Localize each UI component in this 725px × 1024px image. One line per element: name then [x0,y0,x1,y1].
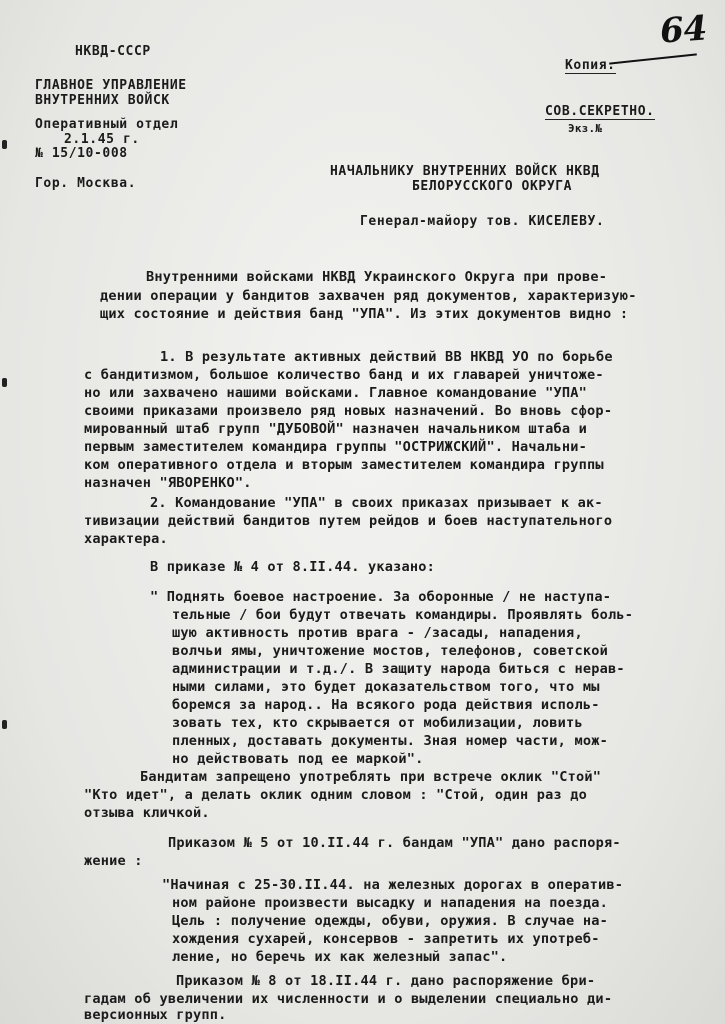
body-line: "Кто идет", а делать оклик одним словом : "Стой, один раз до [84,787,588,803]
body-line: Приказом № 5 от 10.II.44 г. бандам "УПА" дано распоря- [168,835,621,851]
body-line: боремся за народ.. На всякого рода действия исполь- [172,697,600,713]
header-city: Гор. Москва. [35,176,137,191]
header-number: № 15/10-008 [35,146,128,161]
addressee-line1: НАЧАЛЬНИКУ ВНУТРЕННИХ ВОЙСК НКВД [330,164,600,179]
body-line: администрации и т.д./. В защиту народа биться с нерав- [172,661,625,677]
header-org: НКВД-СССР [75,44,151,59]
header-directorate-line2: ВНУТРЕННИХ ВОЙСК [35,93,170,108]
body-line: ными силами, это будет доказательством того, что мы [172,679,600,695]
header-directorate-line1: ГЛАВНОЕ УПРАВЛЕНИЕ [35,78,187,93]
body-line: своими приказами произвело ряд новых назначений. Во вновь сфор- [84,403,613,419]
body-line: ком оперативного отдела и вторым заместителем командира группы [84,457,604,473]
body-line: 1. В результате активных действий ВВ НКВД УО по борьбе [160,349,613,365]
body-line: но действовать под ее маркой". [172,751,424,767]
body-line: шую активность против врага - /засады, нападения, [172,625,583,641]
body-line: пленных, доставать документы. Зная номер части, мож- [172,733,608,749]
body-line: Приказом № 8 от 18.II.44 г. дано распоряжение бри- [176,973,596,989]
punch-hole-mark [2,720,7,729]
body-line: волчьи ямы, уничтожение мостов, телефонов, советской [172,643,608,659]
body-line: ление, но беречь их как железный запас". [172,949,508,965]
body-line: мированный штаб групп "ДУБОВОЙ" назначен начальником штаба и [84,421,588,437]
body-line: 2. Командование "УПА" в своих приказах призывает к ак- [150,495,603,511]
body-line: назначен "ЯВОРЕНКО". [84,475,252,491]
body-line: дении операции у бандитов захвачен ряд документов, характеризую- [100,288,637,304]
body-line: версионных групп. [84,1007,227,1023]
copy-number-label: Экз.№ [568,122,603,135]
body-line: щих состояние и действия банд "УПА". Из этих документов видно : [100,306,629,322]
handwritten-page-number: 64 [658,8,709,52]
copy-label: Копия. [565,58,616,73]
body-line: отзыва кличкой. [84,805,210,821]
body-line: Цель : получение одежды, обуви, оружия. В случае на- [172,913,608,929]
body-line: тивизации действий бандитов путем рейдов и боев наступательного [84,513,613,529]
punch-hole-mark [2,378,7,387]
body-line: тельные / бои будут отвечать командиры. Проявлять боль- [172,607,634,623]
handwritten-underline [609,53,697,64]
header-date: 2.1.45 г. [64,132,140,147]
body-line: " Поднять боевое настроение. За оборонные / не наступа- [150,589,612,605]
body-line: хождения сухарей, консервов - запретить их употреб- [172,931,600,947]
body-line: Внутренними войсками НКВД Украинского Округа при прове- [146,269,608,285]
secret-stamp: СОВ.СЕКРЕТНО. [545,104,655,119]
body-line: характера. [84,531,168,547]
body-line: гадам об увеличении их численности и о выделении специально ди- [84,991,613,1007]
body-line: В приказе № 4 от 8.II.44. указано: [150,559,436,575]
body-line: зовать тех, кто скрывается от мобилизации, ловить [172,715,583,731]
body-line: Бандитам запрещено употреблять при встрече оклик "Стой" [140,769,602,785]
body-line: ном районе произвести высадку и нападения на поезда. [172,895,608,911]
header-department: Оперативный отдел [35,117,179,132]
addressee-line3: Генерал-майору тов. КИСЕЛЕВУ. [360,214,605,229]
body-line: жение : [84,853,143,869]
body-line: "Начиная с 25-30.II.44. на железных дорогах в оператив- [162,877,624,893]
body-line: первым заместителем командира группы "ОСТРИЖСКИЙ". Начальни- [84,439,588,455]
body-line: но или захвачено нашими войсками. Главное командование "УПА" [84,385,588,401]
body-line: с бандитизмом, большое количество банд и их главарей уничтоже- [84,367,604,383]
punch-hole-mark [2,140,7,149]
addressee-line2: БЕЛОРУССКОГО ОКРУГА [412,179,573,194]
